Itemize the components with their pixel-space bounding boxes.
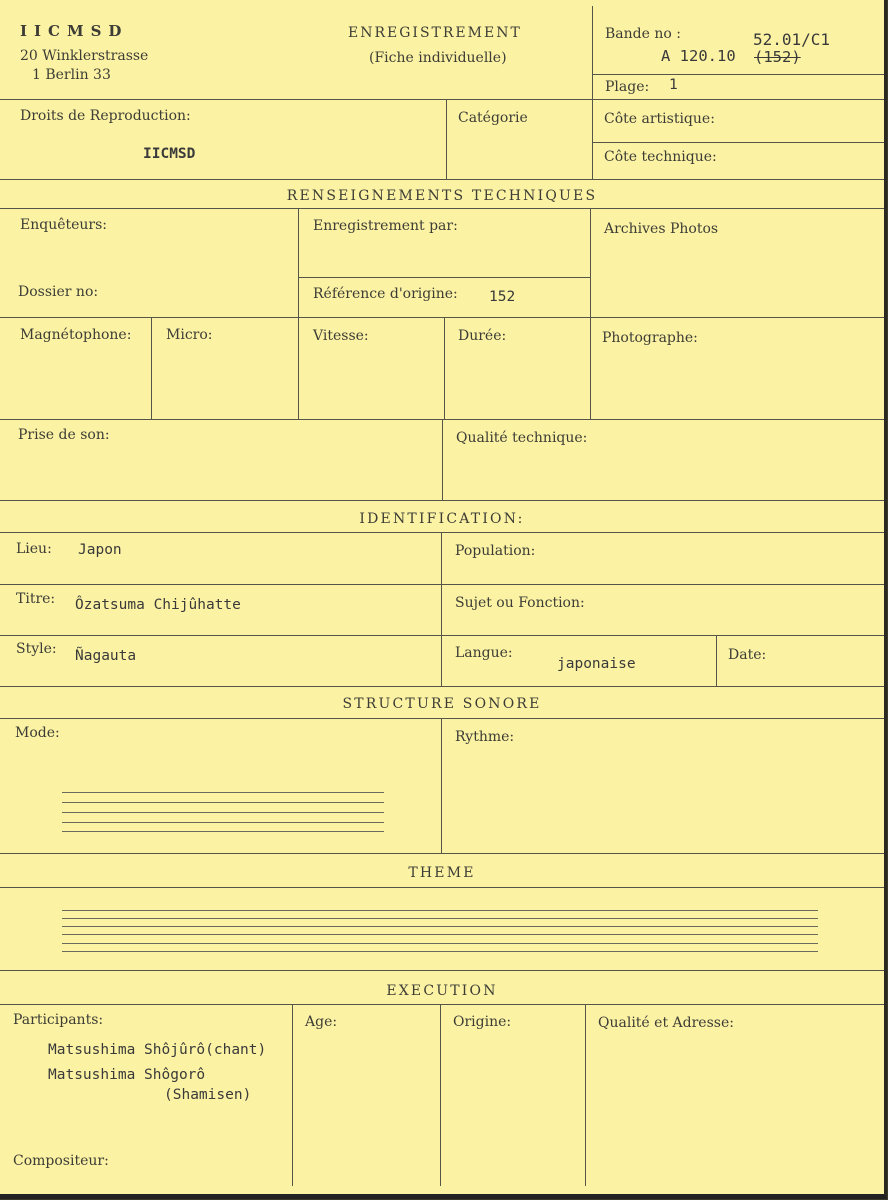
vitesse-label: Vitesse: <box>313 328 369 344</box>
mode-label: Mode: <box>15 725 60 741</box>
langue-label: Langue: <box>455 645 513 661</box>
bande-label: Bande no : <box>605 26 681 42</box>
section-heading-technique: RENSEIGNEMENTS TECHNIQUES <box>286 188 598 204</box>
population-label: Population: <box>455 543 536 559</box>
form-title: ENREGISTREMENT <box>348 25 522 41</box>
section-heading-identification: IDENTIFICATION: <box>359 511 525 527</box>
dossier-label: Dossier no: <box>18 284 99 300</box>
style-value: Ñagauta <box>75 648 137 664</box>
rights-value: IICMSD <box>143 146 196 162</box>
divider <box>446 99 447 180</box>
divider <box>0 1004 884 1005</box>
archives-photos-label: Archives Photos <box>604 221 719 237</box>
divider <box>0 853 884 854</box>
plage-value: 1 <box>669 77 678 93</box>
writing-line <box>62 934 818 935</box>
rythme-label: Rythme: <box>455 729 515 745</box>
lieu-value: Japon <box>78 542 122 558</box>
divider <box>292 1004 293 1186</box>
writing-line <box>62 831 384 832</box>
divider <box>0 532 884 533</box>
divider <box>0 208 884 209</box>
divider <box>298 208 299 420</box>
address-line-2: 1 Berlin 33 <box>32 67 111 83</box>
divider <box>0 179 884 180</box>
writing-line <box>62 943 818 944</box>
writing-line <box>62 802 384 803</box>
divider <box>0 317 884 318</box>
divider <box>592 74 884 75</box>
compositeur-label: Compositeur: <box>13 1153 109 1169</box>
divider <box>0 887 884 888</box>
magnetophone-label: Magnétophone: <box>20 327 132 343</box>
age-label: Age: <box>305 1014 338 1030</box>
bande-value-struck: (152) <box>754 48 801 66</box>
divider <box>442 419 443 501</box>
divider <box>298 277 590 278</box>
writing-line <box>62 918 818 919</box>
form-subtitle: (Fiche individuelle) <box>369 50 507 66</box>
divider <box>0 686 884 687</box>
duree-label: Durée: <box>458 328 507 344</box>
section-heading-structure: STRUCTURE SONORE <box>342 696 542 712</box>
writing-line <box>62 792 384 793</box>
qualite-adresse-label: Qualité et Adresse: <box>598 1015 734 1031</box>
writing-line <box>62 951 818 952</box>
divider <box>0 718 884 719</box>
writing-line <box>62 910 818 911</box>
divider <box>592 99 884 100</box>
divider <box>590 208 591 420</box>
titre-label: Titre: <box>16 591 56 607</box>
divider <box>0 500 884 501</box>
bande-value: 52.01/C1 <box>753 30 831 49</box>
plage-label: Plage: <box>605 79 650 95</box>
divider <box>444 317 445 419</box>
divider <box>151 317 152 419</box>
style-label: Style: <box>16 641 57 657</box>
section-heading-execution: EXECUTION <box>386 983 498 999</box>
qualite-technique-label: Qualité technique: <box>456 430 588 446</box>
origine-label: Origine: <box>453 1014 512 1030</box>
sujet-label: Sujet ou Fonction: <box>455 595 585 611</box>
participant-2: Matsushima Shôgorô <box>48 1067 206 1083</box>
enqueteurs-label: Enquêteurs: <box>20 217 108 233</box>
writing-line <box>62 812 384 813</box>
reference-value: 152 <box>489 289 516 305</box>
divider <box>0 99 592 100</box>
participant-2-role: (Shamisen) <box>164 1087 252 1103</box>
prise-de-son-label: Prise de son: <box>18 427 110 443</box>
photographe-label: Photographe: <box>602 330 698 346</box>
writing-line <box>62 926 818 927</box>
divider <box>592 142 884 143</box>
cote-artistique-label: Côte artistique: <box>604 111 715 127</box>
org-logo: IICMSD <box>20 22 129 40</box>
divider <box>440 1004 441 1186</box>
divider <box>0 635 884 636</box>
address-line-1: 20 Winklerstrasse <box>20 48 149 64</box>
cote-technique-label: Côte technique: <box>604 149 717 165</box>
date-label: Date: <box>728 647 767 663</box>
reference-label: Référence d'origine: <box>313 286 458 302</box>
langue-value: japonaise <box>557 656 636 672</box>
divider <box>0 970 884 971</box>
bande-value-2: A 120.10 <box>661 47 736 65</box>
titre-value: Ôzatsuma Chijûhatte <box>75 597 241 613</box>
categorie-label: Catégorie <box>458 110 528 126</box>
enregistrement-par-label: Enregistrement par: <box>313 218 458 234</box>
lieu-label: Lieu: <box>16 541 52 557</box>
divider <box>716 635 717 687</box>
divider <box>592 6 593 180</box>
divider <box>0 584 884 585</box>
writing-line <box>62 822 384 823</box>
divider <box>441 718 442 854</box>
micro-label: Micro: <box>166 327 213 343</box>
rights-label: Droits de Reproduction: <box>20 108 191 124</box>
divider <box>441 532 442 687</box>
section-heading-theme: THEME <box>408 865 476 881</box>
participants-label: Participants: <box>13 1012 104 1028</box>
participant-1: Matsushima Shôjûrô(chant) <box>48 1042 267 1058</box>
divider <box>585 1004 586 1186</box>
